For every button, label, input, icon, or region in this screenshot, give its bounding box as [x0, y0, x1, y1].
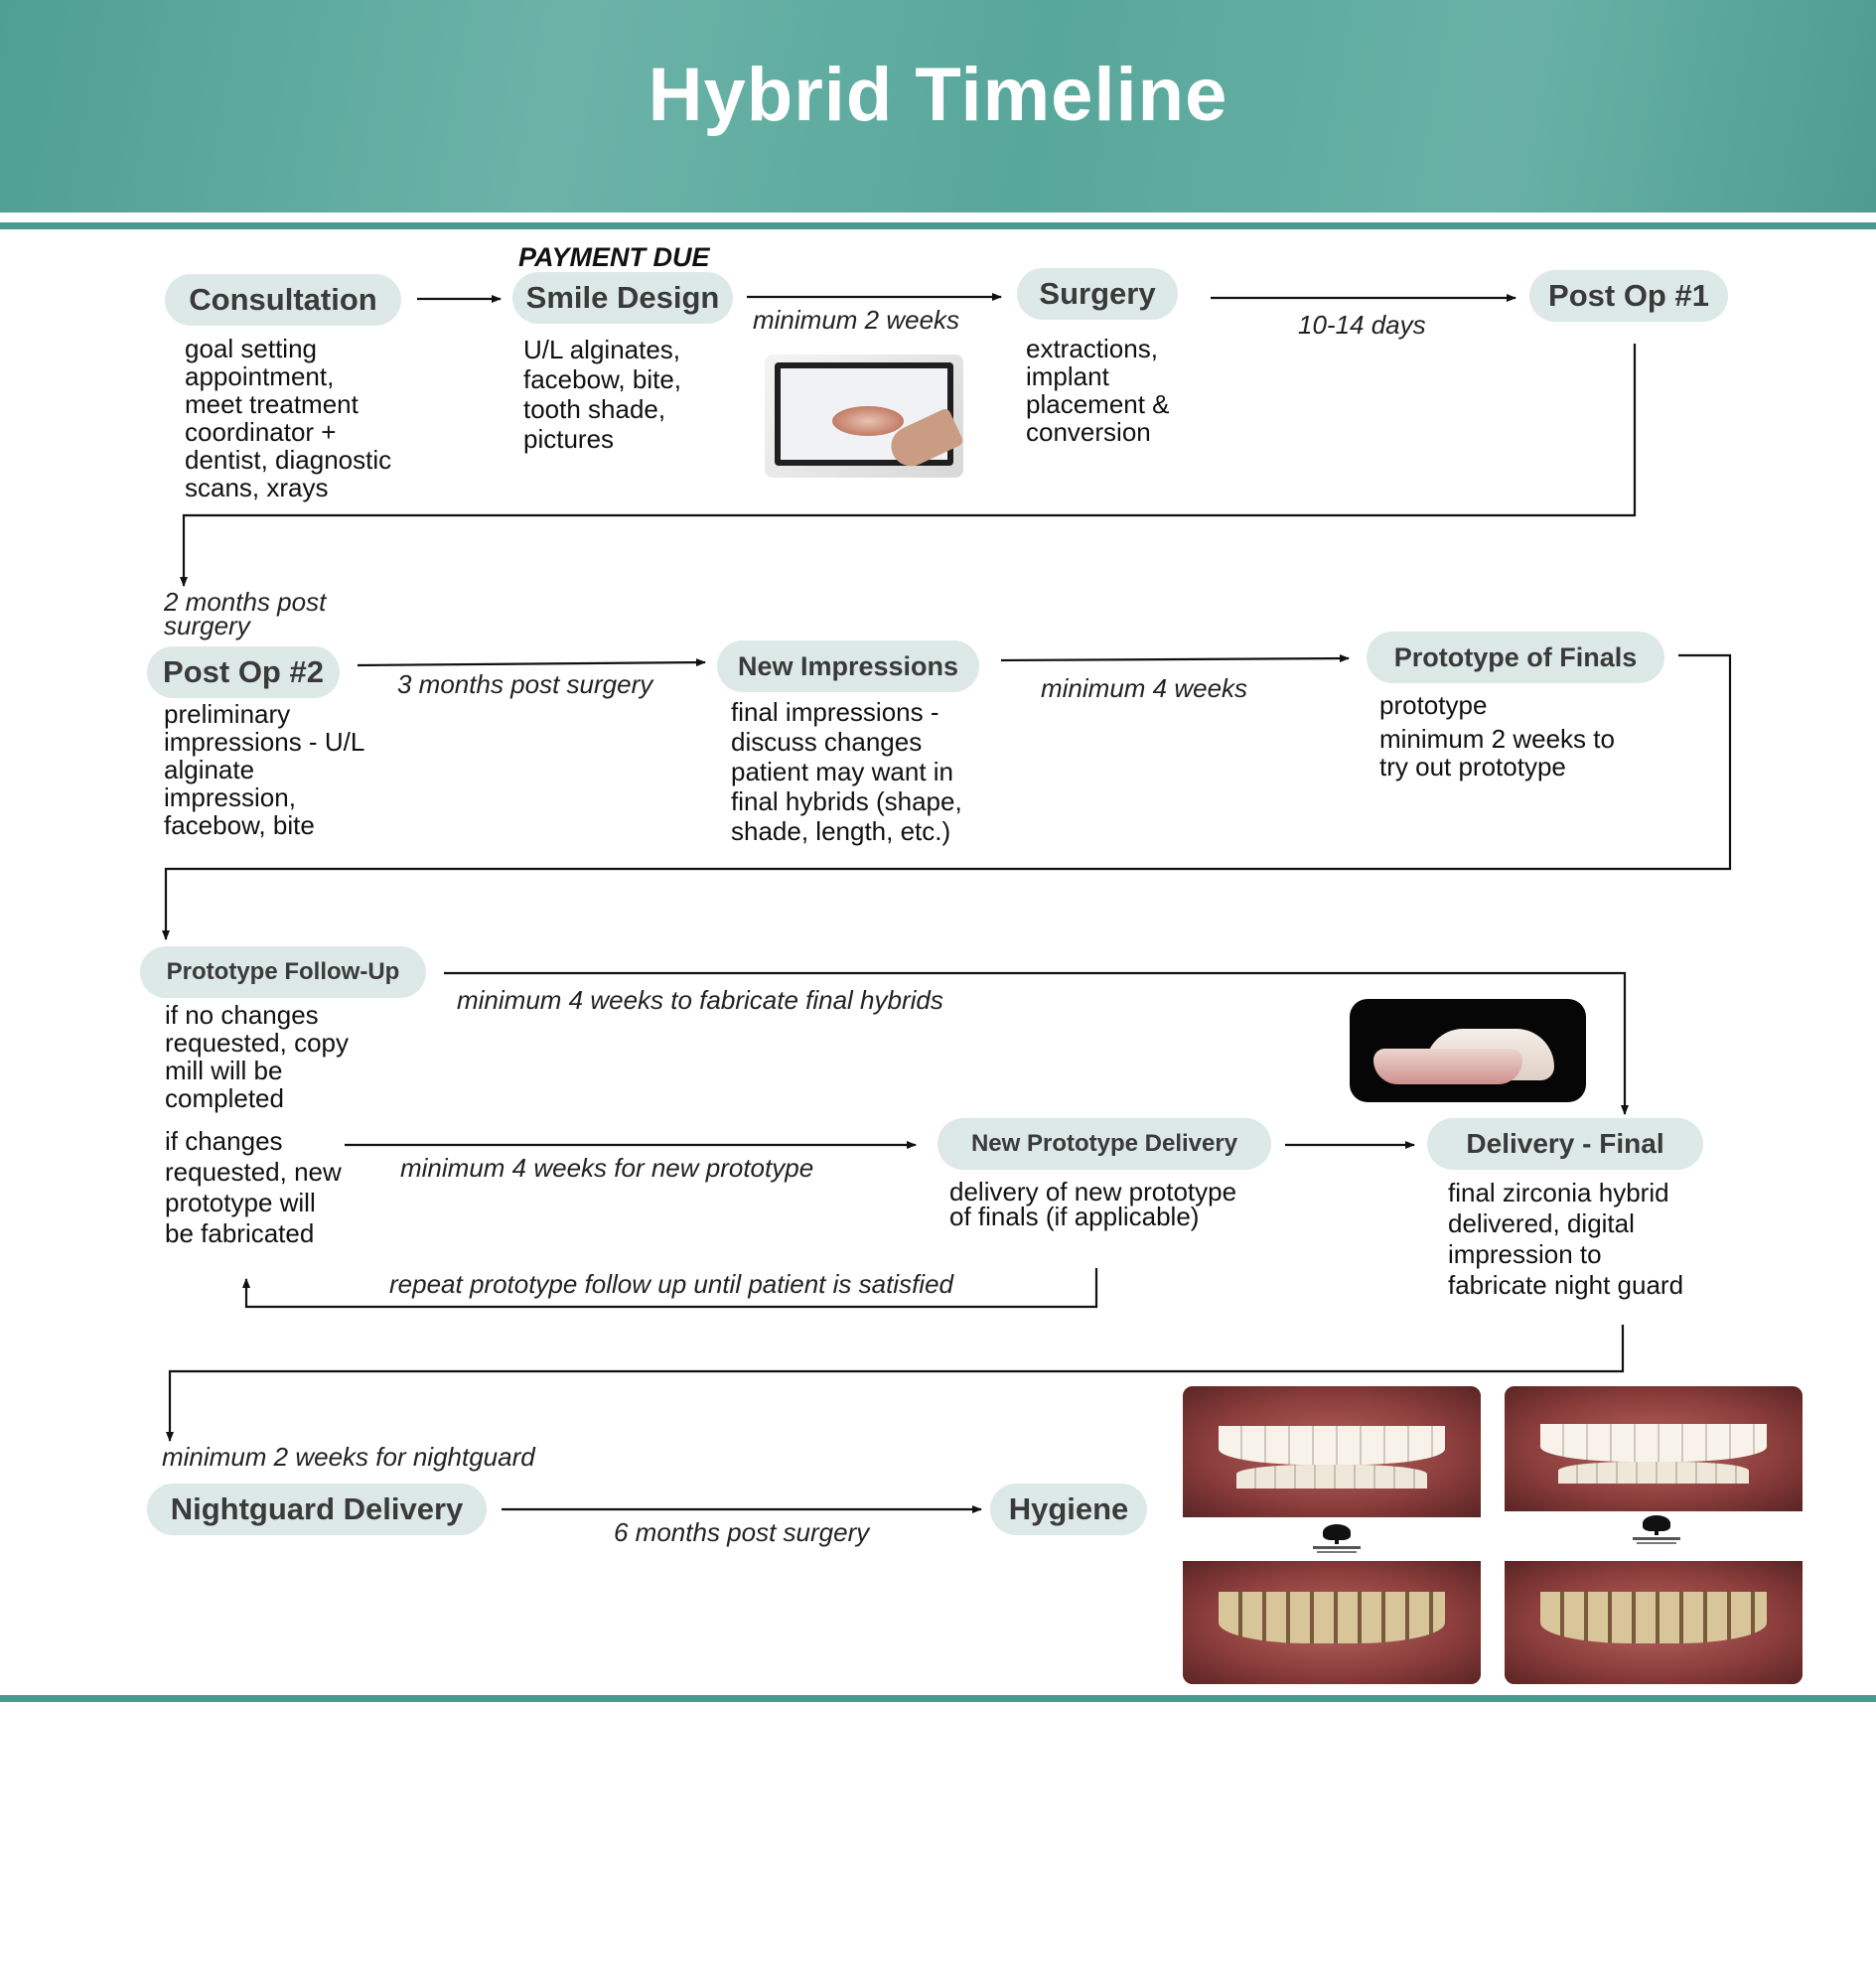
step-post-op-2: Post Op #2 — [147, 646, 340, 698]
step-surgery: Surgery — [1017, 268, 1178, 320]
post-op-2-description: preliminary impressions - U/L alginate impression, facebow, bite — [164, 699, 365, 840]
after-smile-photo-2 — [1505, 1386, 1803, 1511]
step-new-impressions: New Impressions — [717, 640, 979, 692]
step-delivery-final: Delivery - Final — [1427, 1118, 1703, 1170]
step-new-prototype-delivery: New Prototype Delivery — [938, 1118, 1271, 1170]
step-prototype-follow-up: Prototype Follow-Up — [140, 946, 426, 998]
follow-up-no-change-description: if no changes requested, copy mill will be completed — [165, 1000, 350, 1113]
step-post-op-1: Post Op #1 — [1529, 270, 1728, 322]
arrow-postop2-newimp — [358, 662, 705, 665]
gap-newimp-proto: minimum 4 weeks — [1041, 673, 1248, 703]
smile-design-description: U/L alginates, facebow, bite, tooth shade, pictures — [523, 335, 681, 454]
before-smile-photo-2 — [1505, 1561, 1803, 1684]
practice-logo-icon — [1633, 1515, 1680, 1547]
new-impressions-description: final impressions - discuss changes patient may want in final hybrids (shape, shade, length, etc.) — [731, 697, 962, 846]
arrow-newimp-proto — [1001, 658, 1349, 660]
gap-postop1-postop2: 2 months post surgery — [164, 587, 327, 640]
follow-up-change-description: if changes requested, new prototype will be fabricated — [165, 1126, 342, 1248]
step-smile-design: Smile Design — [512, 272, 733, 324]
prototype-dentures-photo — [1350, 999, 1586, 1102]
practice-logo-icon — [1313, 1524, 1361, 1556]
before-smile-photo-1 — [1183, 1561, 1481, 1684]
gap-hygiene: 6 months post surgery — [614, 1517, 870, 1547]
tablet-smile-design-photo — [765, 355, 963, 478]
repeat-loop-note: repeat prototype follow up until patient is satisfied — [389, 1269, 954, 1299]
gap-new-prototype: minimum 4 weeks for new prototype — [400, 1153, 814, 1183]
gap-fabricate-final: minimum 4 weeks to fabricate final hybrids — [457, 985, 943, 1015]
gap-surgery-postop1: 10-14 days — [1298, 310, 1426, 340]
delivery-final-description: final zirconia hybrid delivered, digital impression to fabricate night guard — [1448, 1178, 1684, 1300]
gap-postop2-newimp: 3 months post surgery — [397, 669, 653, 699]
gap-nightguard: minimum 2 weeks for nightguard — [162, 1442, 535, 1472]
new-prototype-delivery-description: delivery of new prototype of finals (if applicable) — [949, 1177, 1237, 1231]
step-prototype-of-finals: Prototype of Finals — [1367, 632, 1664, 683]
prototype-of-finals-description: prototype minimum 2 weeks to try out prototype — [1379, 690, 1615, 781]
surgery-description: extractions, implant placement & conversion — [1026, 334, 1170, 447]
page-title: Hybrid Timeline — [648, 53, 1228, 137]
step-nightguard-delivery: Nightguard Delivery — [147, 1484, 487, 1535]
payment-due-label: PAYMENT DUE — [518, 242, 710, 272]
gap-smile-surgery: minimum 2 weeks — [753, 305, 960, 335]
step-hygiene: Hygiene — [990, 1484, 1147, 1535]
after-smile-photo-1 — [1183, 1386, 1481, 1517]
step-consultation: Consultation — [165, 274, 401, 326]
consultation-description: goal setting appointment, meet treatment coordinator + dentist, diagnostic scans, xrays — [185, 334, 392, 502]
